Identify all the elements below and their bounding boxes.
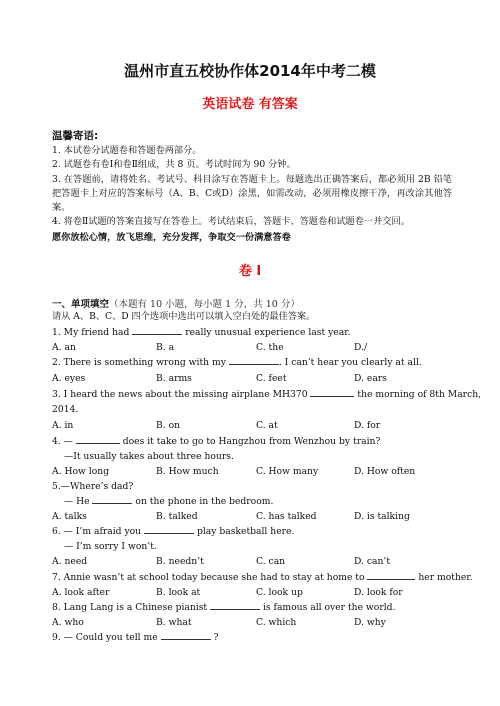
option-a: A. need [52,556,88,567]
stem-text: does it take to go to Hangzhou from Wenzhou by train? [122,436,381,447]
answer-blank [144,533,194,534]
option-c: C. feet [256,373,287,384]
stem-text: play basketball here. [196,526,295,537]
question-stem-continued: — I’m sorry I won’t. [64,541,157,552]
option-b: B. How much [156,466,219,477]
stem-text: really unusual experience last year. [185,327,351,338]
volume-title: 卷 I [238,264,262,279]
stem-text: 8. Lang Lang is a Chinese pianist [52,602,208,613]
option-d: D. look for [354,587,403,598]
option-d: D. why [354,617,386,628]
option-c: C. look up [256,587,303,598]
options-row [52,556,452,568]
tip-item: 2. 试题卷有卷Ⅰ和卷Ⅱ组成，共 8 页。考试时间为 90 分钟。 [52,159,296,170]
exam-title: 温州市直五校协作体2014年中考二模 [124,62,376,80]
stem-text: 7. Annie wasn’t at school today because she had to stay at home to [52,572,365,583]
question-stem [52,572,473,584]
exam-subtitle: 英语试卷 有答案 [202,97,298,112]
answer-blank [367,579,415,580]
option-b: B. arms [156,373,192,384]
stem-text: 1. My friend had [52,327,130,338]
options-row [52,587,452,599]
option-d: D./ [354,342,368,353]
question-stem [52,357,422,369]
stem-text: 3. I heard the news about the missing airplane MH370 [52,389,308,400]
option-a: A. in [52,420,74,431]
option-b: B. needn’t [156,556,204,567]
option-c: C. can [256,556,286,567]
section-instruction: 请从 A、B、C、D 四个选项中选出可以填入空白处的最佳答案。 [52,311,316,322]
options-row [52,420,452,432]
option-a: A. talks [52,511,87,522]
answer-blank [229,364,279,365]
option-b: B. on [156,420,181,431]
options-row [52,466,452,478]
stem-text: the morning of 8th March, [357,389,482,400]
options-row [52,511,452,523]
options-row [52,373,452,385]
stem-text: 6. — I’m afraid you [52,526,142,537]
option-c: C. at [256,420,278,431]
section-header [52,296,300,310]
question-stem-continued [64,496,273,508]
stem-text: her mother. [418,572,473,583]
option-c: C. has talked [256,511,317,522]
option-a: A. who [52,617,84,628]
stem-text: 2. There is something wrong with my [52,357,226,368]
answer-blank [210,609,260,610]
stem-text: is famous all over the world. [262,602,396,613]
answer-blank [76,443,120,444]
question-stem [52,632,218,644]
answer-blank [310,396,354,397]
question-stem [52,602,395,614]
tip-item: 3. 在答题前，请将姓名、考试号、科目涂写在答题卡上。每题选出正确答案后，都必须用 2B 铅笔把答题卡上对应的答案标号（A、B、C或D）涂黑，如需改动，必须用橡皮擦干净，再改涂其他答案。 [52,174,452,213]
question-stem [52,389,481,401]
tips-closing: 愿你放松心情，放飞思维，充分发挥，争取交一份满意答卷 [52,232,291,243]
option-a: A. look after [52,587,110,598]
question-stem [52,526,294,538]
answer-blank [92,503,132,504]
stem-text: on the phone in the bedroom. [135,496,274,507]
stem-text: 4. — [52,436,73,447]
question-stem-continued: —It usually takes about three hours. [64,451,234,462]
question-stem [52,436,380,448]
question-stem-continued: 2014. [52,404,79,415]
option-b: B. a [156,342,175,353]
option-d: D. How often [354,466,416,477]
option-d: D. is talking [354,511,410,522]
answer-blank [132,334,182,335]
option-a: A. an [52,342,76,353]
tip-item: 4. 将卷Ⅱ试题的答案直接写在答卷上。考试结束后，答题卡、答题卷和试题卷一并交回。 [52,216,410,227]
option-d: D. ears [354,373,387,384]
tip-item: 1. 本试卷分试题卷和答题卷两部分。 [52,145,202,156]
answer-blank [161,639,211,640]
options-row [52,617,452,629]
stem-text: ? [213,632,219,643]
option-c: C. the [256,342,284,353]
option-c: C. How many [256,466,319,477]
option-b: B. look at [156,587,201,598]
option-a: A. eyes [52,373,86,384]
question-stem [52,327,351,339]
option-d: D. can’t [354,556,391,567]
section-title: 一、单项填空 [52,299,110,310]
stem-text: 9. — Could you tell me [52,632,158,643]
stem-text: — He [64,496,90,507]
option-b: B. what [156,617,192,628]
tips-heading: 温馨寄语: [52,130,99,142]
option-a: A. How long [52,466,110,477]
section-note: （本题有 10 小题，每小题 1 分，共 10 分） [109,299,300,310]
option-b: B. talked [156,511,198,522]
question-stem: 5.—Where’s dad? [52,481,134,492]
stem-text: . I can’t hear you clearly at all. [278,357,422,368]
options-row [52,342,452,354]
option-d: D. for [354,420,381,431]
option-c: C. which [256,617,297,628]
